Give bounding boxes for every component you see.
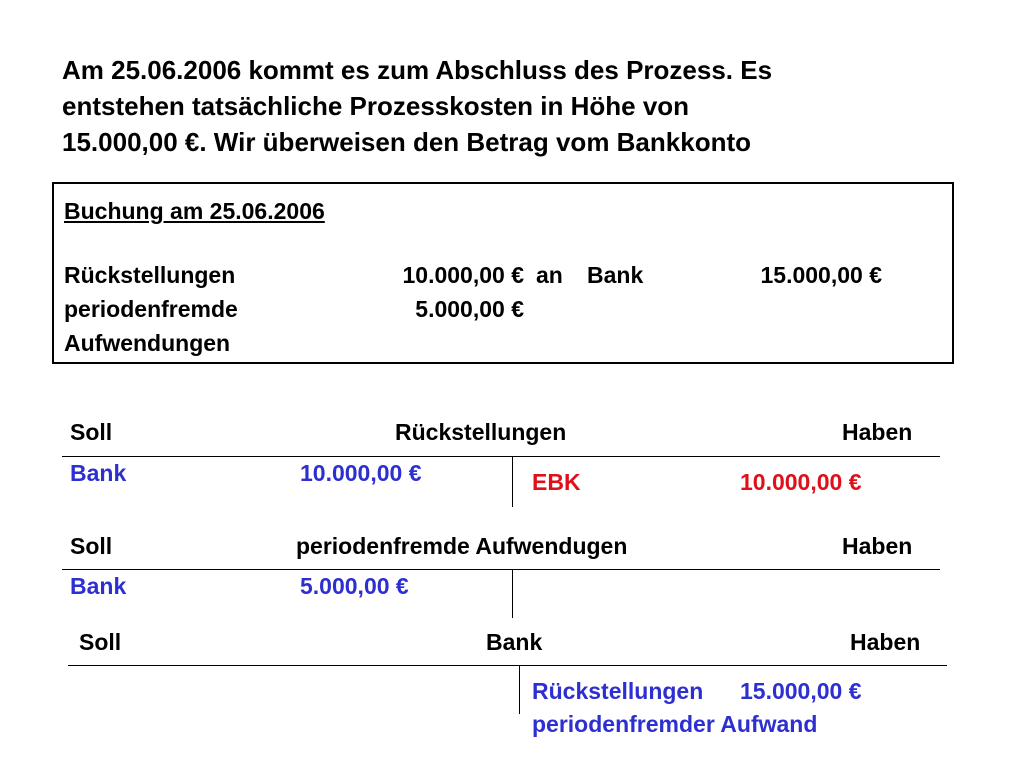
credit-entry-2: periodenfremder Aufwand [532, 711, 818, 737]
account-title: periodenfremde Aufwendugen [296, 533, 628, 559]
t-account-horizontal-line [62, 456, 940, 457]
booking-credit-account: Bank [587, 262, 644, 288]
booking-heading: Buchung am 25.06.2006 [64, 198, 325, 224]
debit-amount: 5.000,00 € [300, 573, 409, 599]
booking-debit2-account-line2: Aufwendungen [64, 330, 231, 356]
account-title: Bank [486, 629, 543, 655]
booking-credit-amount: 15.000,00 € [760, 262, 882, 288]
haben-label: Haben [850, 629, 921, 655]
t-account-vertical-line [519, 666, 520, 714]
booking-debit2-account-line1: periodenfremde [64, 296, 238, 322]
booking-debit2-amount: 5.000,00 € [415, 296, 524, 322]
haben-label: Haben [842, 533, 913, 559]
booking-record-box [52, 182, 954, 364]
soll-label: Soll [70, 419, 113, 445]
booking-connector: an [536, 262, 563, 288]
credit-entry-1: Rückstellungen [532, 678, 704, 704]
credit-amount: 10.000,00 € [740, 469, 862, 495]
t-account-vertical-line [512, 457, 513, 507]
booking-debit1-account: Rückstellungen [64, 262, 236, 288]
credit-entry: EBK [532, 469, 581, 495]
haben-label: Haben [842, 419, 913, 445]
debit-entry: Bank [70, 460, 127, 486]
credit-amount-1: 15.000,00 € [740, 678, 862, 704]
t-account-horizontal-line [62, 569, 940, 570]
soll-label: Soll [70, 533, 113, 559]
t-account-vertical-line [512, 570, 513, 618]
intro-line-2: entstehen tatsächliche Prozesskosten in Höhe von [62, 91, 690, 121]
intro-line-3: 15.000,00 €. Wir überweisen den Betrag vom Bankkonto [62, 127, 751, 157]
t-account-horizontal-line [68, 665, 947, 666]
debit-amount: 10.000,00 € [300, 460, 422, 486]
intro-text [62, 52, 962, 160]
intro-line-1: Am 25.06.2006 kommt es zum Abschluss des Prozess. Es [62, 55, 773, 85]
booking-debit1-amount: 10.000,00 € [402, 262, 524, 288]
soll-label: Soll [79, 629, 122, 655]
debit-entry: Bank [70, 573, 127, 599]
account-title: Rückstellungen [395, 419, 567, 445]
